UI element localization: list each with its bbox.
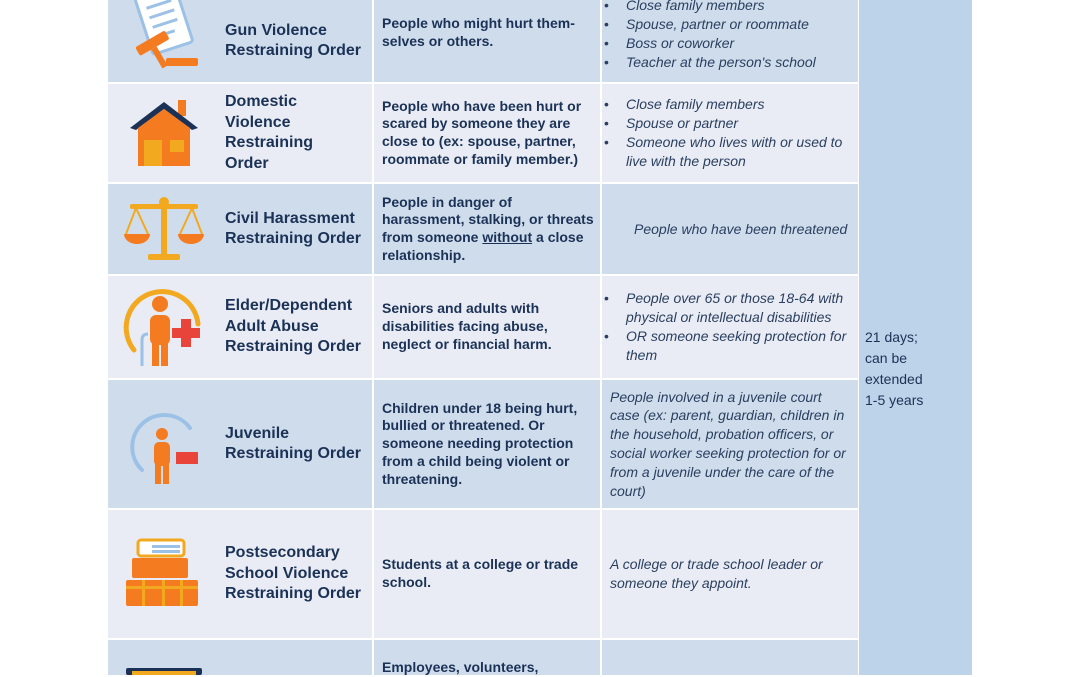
list-item: • Spouse, partner or roommate bbox=[602, 15, 816, 34]
duration-line: extended bbox=[865, 371, 923, 387]
icon-cell bbox=[108, 640, 218, 675]
table-row-juvenile bbox=[108, 380, 858, 508]
who-text: People who have been hurt or scared by someone they are close to (ex: spouse, partner, roommate or family member.) bbox=[382, 97, 582, 167]
list-item: • People over 65 or those 18-64 with physical or intellectual disabilities bbox=[602, 289, 860, 327]
scales-icon bbox=[122, 194, 206, 264]
who-text: Children under 18 being hurt, bullied or threatened. Or someone needing protection from a child being violent or threatening. bbox=[382, 399, 578, 487]
who-text-part: People in danger of harassment, stalking, or threats from someone bbox=[382, 193, 594, 245]
who-can-ask-cell bbox=[600, 0, 860, 82]
order-name: Juvenile Restraining Order bbox=[225, 424, 362, 462]
icon-cell bbox=[108, 0, 218, 82]
list-item: • OR someone seeking protection for them bbox=[602, 327, 860, 365]
list-item: • Close family members bbox=[602, 95, 860, 114]
who-cell bbox=[372, 380, 602, 508]
table-row-domestic-violence bbox=[108, 84, 858, 182]
order-name-cell bbox=[218, 380, 372, 508]
who-text: Students at a college or trade school. bbox=[382, 556, 579, 590]
who-text bbox=[374, 194, 602, 265]
who-cell bbox=[372, 510, 602, 638]
icon-cell bbox=[108, 184, 218, 274]
order-name: Domestic Violence Restraining Order bbox=[225, 93, 314, 172]
gavel-document-icon bbox=[122, 0, 206, 70]
who-can-ask-list bbox=[602, 95, 860, 170]
who-can-ask-cell bbox=[600, 640, 860, 675]
table-row-elder-dependent bbox=[108, 276, 858, 378]
who-can-ask-cell bbox=[600, 276, 860, 378]
list-item: • Spouse or partner bbox=[602, 114, 860, 133]
order-name: Postsecondary School Violence Restraining Order bbox=[225, 544, 362, 603]
who-can-ask-text: People involved in a juvenile court case (ex: parent, guardian, children in the household, probation officers, or social worker seeking protection for or from a juvenile under the care of the court) bbox=[610, 388, 846, 499]
elder-cane-cross-icon bbox=[122, 284, 206, 370]
books-icon bbox=[122, 538, 206, 608]
icon-cell bbox=[108, 84, 218, 182]
order-name: Elder/Dependent Adult Abuse Restraining Order bbox=[225, 297, 362, 356]
who-can-ask-cell bbox=[600, 380, 860, 508]
who-text: Seniors and adults with disabilities facing abuse, neglect or financial harm. bbox=[382, 300, 552, 352]
duration-line: can be bbox=[865, 350, 908, 366]
duration-line: 1-5 years bbox=[865, 392, 924, 408]
who-text-underlined: without bbox=[482, 229, 533, 245]
workplace-icon bbox=[122, 668, 206, 675]
who-can-ask-list bbox=[602, 289, 860, 364]
who-cell bbox=[372, 184, 602, 274]
table-row-civil-harassment bbox=[108, 184, 858, 274]
who-cell bbox=[372, 276, 602, 378]
who-can-ask-text: A college or trade school leader or someone they appoint. bbox=[610, 556, 823, 591]
duration-line: 21 days; bbox=[865, 329, 918, 345]
order-name-cell bbox=[218, 276, 372, 378]
order-name-cell bbox=[218, 0, 372, 82]
order-name-cell bbox=[218, 84, 372, 182]
child-icon bbox=[122, 402, 206, 488]
order-name: Civil Harassment Restraining Order bbox=[225, 209, 362, 247]
who-cell bbox=[372, 84, 602, 182]
who-can-ask-text: People who have been threatened bbox=[634, 220, 848, 237]
table-row-workplace bbox=[108, 640, 858, 675]
order-name: Gun Violence Restraining Order bbox=[225, 21, 362, 59]
who-text-part: a close relationship. bbox=[382, 229, 584, 263]
icon-cell bbox=[108, 510, 218, 638]
who-cell bbox=[372, 0, 602, 82]
list-item: • Teacher at the person's school bbox=[602, 53, 816, 72]
list-item: • Someone who lives with or used to live with the person bbox=[602, 133, 860, 171]
icon-cell bbox=[108, 380, 218, 508]
who-text: Employees, volunteers, bbox=[382, 659, 539, 675]
who-can-ask-cell bbox=[600, 84, 860, 182]
house-icon bbox=[122, 98, 206, 168]
table-row-gun-violence bbox=[108, 0, 858, 82]
table-row-postsecondary bbox=[108, 510, 858, 638]
list-item: • Boss or coworker bbox=[602, 34, 816, 53]
duration-text bbox=[865, 327, 965, 411]
who-can-ask-cell bbox=[600, 184, 860, 274]
restraining-order-table bbox=[108, 0, 972, 675]
order-name-cell bbox=[218, 184, 372, 274]
who-can-ask-cell bbox=[600, 510, 860, 638]
who-can-ask-list bbox=[602, 0, 816, 72]
duration-column bbox=[859, 0, 972, 675]
who-cell bbox=[372, 640, 602, 675]
who-text: People who might hurt them-selves or others. bbox=[382, 15, 575, 49]
icon-cell bbox=[108, 276, 218, 378]
order-name-cell bbox=[218, 510, 372, 638]
list-item: • Close family members bbox=[602, 0, 816, 15]
